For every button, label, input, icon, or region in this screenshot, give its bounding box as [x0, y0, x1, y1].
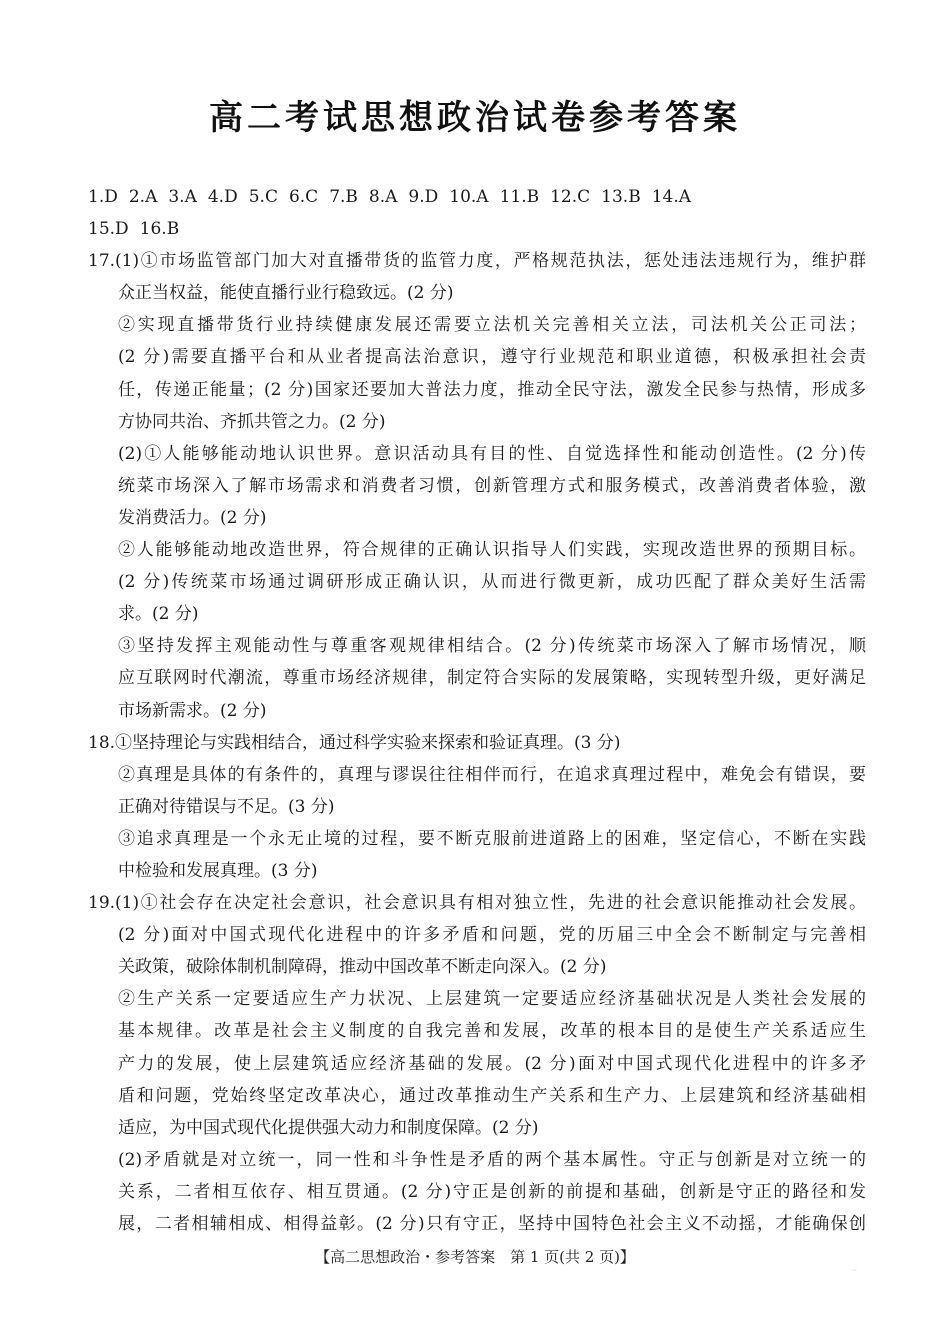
- answer-text-line: 关政策，破除体制机制障碍，推动中国改革不断走向深入。(2 分): [118, 957, 607, 978]
- answer-text-line: 应互联网时代潮流，尊重市场经济规律，制定符合实际的发展策略，实现转型升级，更好满足: [118, 668, 866, 689]
- answer-text-line: 任，传递正能量；(2 分)国家还要加大普法力度，推动全民守法，激发全民参与热情，形成多: [118, 379, 866, 400]
- answer-text-line: 适应，为中国式现代化提供强大动力和制度保障。(2 分): [118, 1117, 539, 1138]
- answer-text-line: 基本规律。改革是社会主义制度的自我完善和发展，改革的根本目的是使生产关系适应生: [118, 1021, 866, 1042]
- answer-content: [88, 181, 866, 1240]
- answer-text-line: 盾和问题，党始终坚定改革决心，通过改革推动生产关系和生产力、上层建筑和经济基础相: [118, 1085, 866, 1106]
- page-footer: 【高二思想政治・参考答案 第 1 页(共 2 页)】: [315, 1248, 635, 1266]
- choice-answer: 9.D: [408, 187, 439, 207]
- answer-text-line: ②真理是具体的有条件的，真理与谬误往往相伴而行，在追求真理过程中，难免会有错误，要: [118, 764, 866, 785]
- answer-text-line: (2 分)面对中国式现代化进程中的许多矛盾和问题，党的历届三中全会不断制定与完善相: [118, 925, 866, 946]
- answer-text-line: (2 分)传统菜市场通过调研形成正确认识，从而进行微更新，成功匹配了群众美好生活需: [118, 572, 866, 593]
- multiple-choice-answers-row-2: [88, 213, 866, 245]
- choice-answer: 15.D: [88, 219, 129, 240]
- choice-answer: 10.A: [449, 187, 489, 207]
- choice-answer: 1.D: [88, 187, 118, 207]
- answer-text-line: 关系，二者相互依存、相互贯通。(2 分)守正是创新的前提和基础，创新是守正的路径和发: [118, 1181, 866, 1202]
- answer-text-line: (2 分)需要直播平台和从业者提高法治意识，遵守行业规范和职业道德，积极承担社会责: [118, 347, 866, 368]
- multiple-choice-answers-row-1: [88, 181, 866, 213]
- choice-answer: 11.B: [499, 187, 540, 207]
- answer-text-line: 展，二者相辅相成、相得益彰。(2 分)只有守正，坚持中国特色社会主义不动摇，才能确保创: [118, 1214, 866, 1234]
- answer-text-line: ③坚持发挥主观能动性与尊重客观规律相结合。(2 分)传统菜市场深入了解市场情况，顺: [118, 636, 866, 657]
- answer-text-line: 正确对待错误与不足。(3 分): [118, 796, 335, 817]
- choice-answer: 5.C: [248, 187, 278, 207]
- choice-answer: 6.C: [288, 187, 319, 207]
- choice-answer: 16.B: [139, 219, 180, 240]
- choice-answer: 4.D: [207, 187, 238, 207]
- answer-text-line: ③追求真理是一个永无止境的过程，要不断克服前进道路上的困难，坚定信心，不断在实践: [118, 828, 866, 849]
- answer-text-line: ②实现直播带货行业持续健康发展还需要立法机关完善相关立法，司法机关公正司法；: [118, 315, 866, 336]
- answer-text-line: 市场新需求。(2 分): [118, 700, 267, 721]
- answer-text-line: (2)①人能够能动地认识世界。意识活动具有目的性、自觉选择性和能动创造性。(2 分)传: [118, 443, 866, 464]
- answer-text-line: 发消费活力。(2 分): [118, 507, 267, 528]
- answer-text-line: 方协同共治、齐抓共管之力。(2 分): [118, 411, 386, 432]
- answer-text-line: 18.①坚持理论与实践相结合，通过科学实验来探索和验证真理。(3 分): [88, 732, 621, 753]
- answer-text-line: ②生产关系一定要适应生产力状况、上层建筑一定要适应经济基础状况是人类社会发展的: [118, 989, 866, 1010]
- choice-answer: 13.B: [601, 187, 641, 207]
- answer-text-line: (2)矛盾就是对立统一，同一性和斗争性是矛盾的两个基本属性。守正与创新是对立统一的: [118, 1149, 866, 1170]
- essay-answers: [88, 245, 866, 1240]
- choice-answer: 3.A: [168, 187, 197, 207]
- choice-answer: 2.A: [128, 187, 158, 207]
- answer-text-line: ②人能够能动地改造世界，符合规律的正确认识指导人们实践，实现改造世界的预期目标。: [118, 540, 866, 561]
- choice-answer: 8.A: [368, 187, 398, 207]
- answer-text-line: 19.(1)①社会存在决定社会意识，社会意识具有相对独立性，先进的社会意识能推动社会发展。: [88, 893, 866, 914]
- choice-answer: 7.B: [329, 187, 358, 207]
- choice-answer: 12.C: [550, 187, 591, 207]
- answer-text-line: 产力的发展，使上层建筑适应经济基础的发展。(2 分)面对中国式现代化进程中的许多矛: [118, 1053, 866, 1074]
- page-title: 高二考试思想政治试卷参考答案: [209, 98, 741, 138]
- choice-answer: 14.A: [651, 187, 691, 207]
- answer-text-line: 众正当权益，能使直播行业行稳致远。(2 分): [118, 283, 454, 304]
- answer-text-line: 求。(2 分): [118, 604, 199, 625]
- answer-text-line: 17.(1)①市场监管部门加大对直播带货的监管力度，严格规范执法，惩处违法违规行为，维护群: [88, 251, 866, 272]
- scan-mark: ··: [852, 1266, 858, 1275]
- answer-text-line: 中检验和发展真理。(3 分): [118, 860, 318, 881]
- answer-text-line: 统菜市场深入了解市场需求和消费者习惯，创新管理方式和服务模式，改善消费者体验，激: [118, 475, 866, 496]
